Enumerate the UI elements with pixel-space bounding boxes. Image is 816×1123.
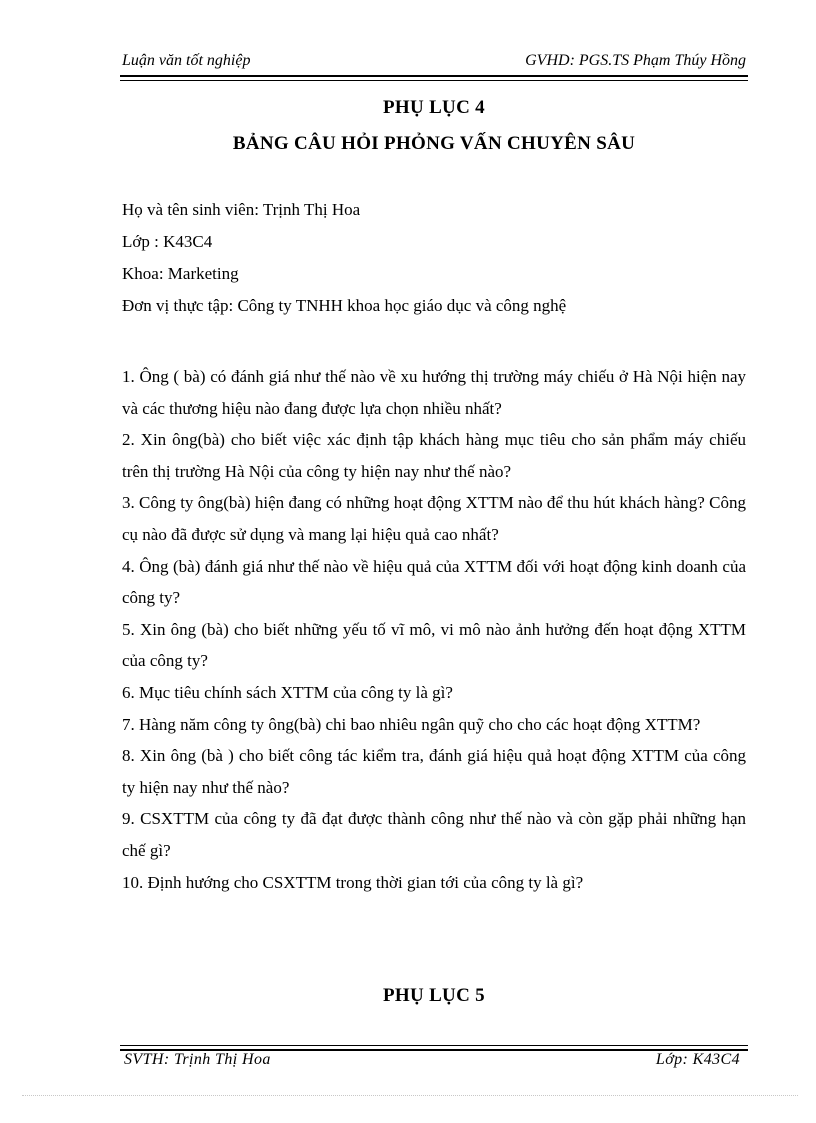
question-item: 9. CSXTTM của công ty đã đạt được thành công như thế nào và còn gặp phải những hạn chế gì? [122, 809, 746, 860]
footer-class: Lớp: K43C4 [655, 1051, 740, 1068]
footer-student: SVTH: Trịnh Thị Hoa [124, 1051, 271, 1068]
question-item: 7. Hàng năm công ty ông(bà) chi bao nhiêu ngân quỹ cho cho các hoạt động XTTM? [122, 714, 701, 734]
student-class: Lớp : K43C4 [122, 232, 213, 251]
question-item: 10. Định hướng cho CSXTTM trong thời gian tới của công ty là gì? [122, 872, 584, 892]
question-item: 4. Ông (bà) đánh giá như thế nào về hiệu quả của XTTM đối với hoạt động kinh doanh của công ty? [122, 556, 746, 608]
question-item: 2. Xin ông(bà) cho biết việc xác định tập khách hàng mục tiêu cho sản phẩm máy chiếu trên thị trường Hà Nội của công ty hiện nay như thế nào? [122, 430, 746, 481]
header-rule-thick [120, 75, 748, 77]
appendix-5-title: PHỤ LỤC 5 [383, 985, 485, 1006]
header-advisor: GVHD: PGS.TS Phạm Thúy Hồng [525, 52, 746, 69]
interview-questionnaire-title: BẢNG CÂU HỎI PHỎNG VẤN CHUYÊN SÂU [232, 133, 636, 154]
question-item: 1. Ông ( bà) có đánh giá như thế nào về xu hướng thị trường máy chiếu ở Hà Nội hiện nay và các thương hiệu nào đang được lựa chọn nhiều nhất? [122, 367, 746, 418]
appendix-4-title: PHỤ LỤC 4 [383, 97, 485, 118]
internship-unit: Đơn vị thực tập: Công ty TNHH khoa học giáo dục và công nghệ [122, 296, 567, 315]
page-bottom-dotted-line [22, 1095, 798, 1096]
student-faculty: Khoa: Marketing [122, 264, 239, 283]
footer-rule-thin [120, 1045, 748, 1046]
student-name: Họ và tên sinh viên: Trịnh Thị Hoa [122, 200, 361, 219]
header-thesis-label: Luận văn tốt nghiệp [122, 52, 251, 69]
question-item: 8. Xin ông (bà ) cho biết công tác kiểm tra, đánh giá hiệu quả hoạt động XTTM của công ty hiện nay như thế nào? [122, 746, 746, 797]
question-item: 3. Công ty ông(bà) hiện đang có những hoạt động XTTM nào để thu hút khách hàng? Công cụ nào đã được sử dụng và mang lại hiệu quả cao nhất? [122, 493, 746, 544]
question-item: 6. Mục tiêu chính sách XTTM của công ty là gì? [122, 682, 453, 702]
page-header [120, 52, 746, 76]
question-list [122, 361, 746, 898]
question-item: 5. Xin ông (bà) cho biết những yếu tố vĩ mô, vi mô nào ảnh hưởng đến hoạt động XTTM của công ty? [122, 619, 746, 671]
header-rule-thin [120, 80, 748, 81]
